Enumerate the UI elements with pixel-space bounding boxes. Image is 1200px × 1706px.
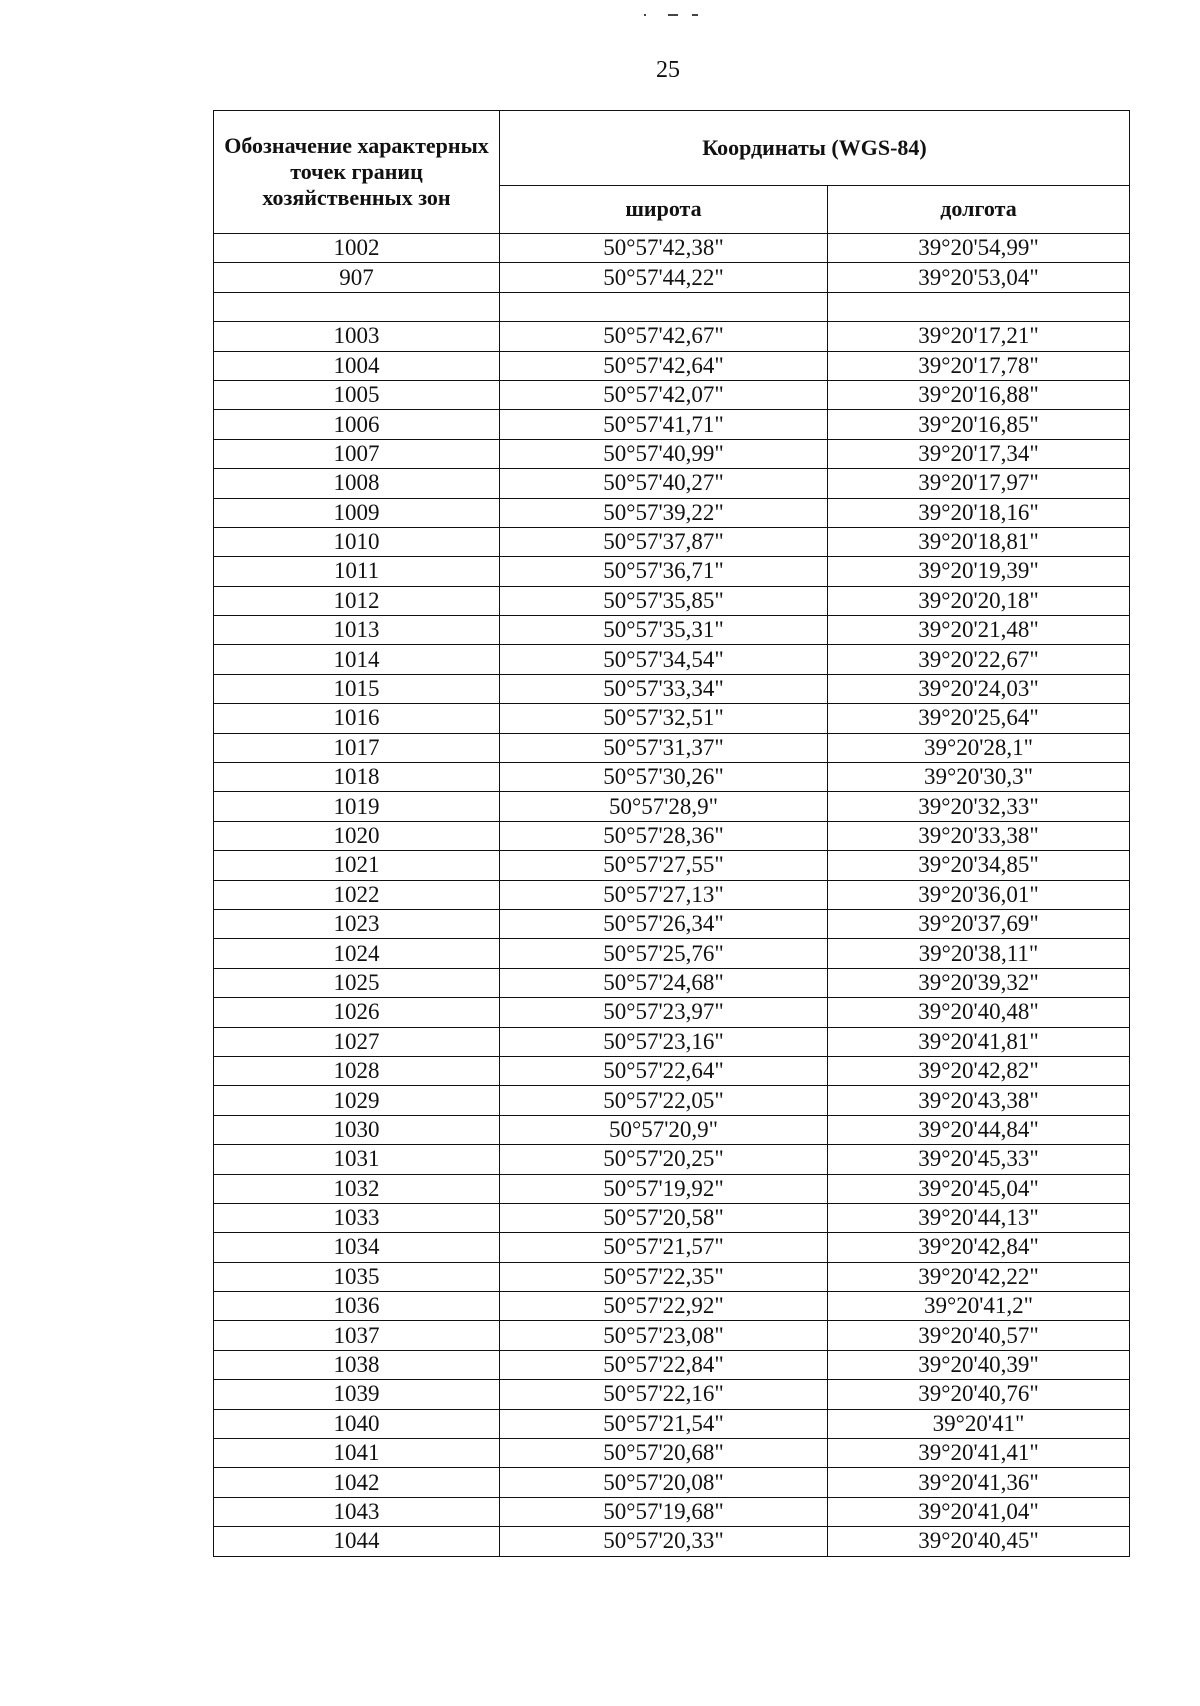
table-row [214, 1527, 1130, 1556]
cell-latitude: 50°57'35,85" [500, 586, 828, 615]
cell-latitude: 50°57'20,9" [500, 1115, 828, 1144]
cell-longitude: 39°20'30,3" [828, 763, 1130, 792]
table-row [214, 1086, 1130, 1115]
cell-point: 1011 [214, 557, 500, 586]
table-row [214, 527, 1130, 556]
cell-latitude: 50°57'26,34" [500, 909, 828, 938]
cell-longitude: 39°20'18,81" [828, 527, 1130, 556]
cell-longitude: 39°20'41,41" [828, 1439, 1130, 1468]
cell-longitude: 39°20'54,99" [828, 234, 1130, 263]
cell-latitude: 50°57'31,37" [500, 733, 828, 762]
cell-latitude: 50°57'22,64" [500, 1056, 828, 1085]
cell-longitude: 39°20'40,48" [828, 998, 1130, 1027]
cell-longitude: 39°20'43,38" [828, 1086, 1130, 1115]
cell-latitude: 50°57'42,64" [500, 351, 828, 380]
cell-point: 1028 [214, 1056, 500, 1085]
table-row [214, 1262, 1130, 1291]
cell-latitude: 50°57'22,05" [500, 1086, 828, 1115]
cell-latitude: 50°57'20,58" [500, 1203, 828, 1232]
cell-point: 1004 [214, 351, 500, 380]
table-row [214, 586, 1130, 615]
cell-point: 1030 [214, 1115, 500, 1144]
cell-longitude: 39°20'28,1" [828, 733, 1130, 762]
cell-latitude: 50°57'40,27" [500, 469, 828, 498]
cell-longitude: 39°20'33,38" [828, 821, 1130, 850]
cell-longitude: 39°20'32,33" [828, 792, 1130, 821]
cell-latitude: 50°57'22,35" [500, 1262, 828, 1291]
cell-latitude: 50°57'23,16" [500, 1027, 828, 1056]
table-row [214, 1321, 1130, 1350]
cell-longitude: 39°20'17,21" [828, 322, 1130, 351]
cell-point: 1014 [214, 645, 500, 674]
table-row [214, 410, 1130, 439]
cell-point: 1018 [214, 763, 500, 792]
cell-point: 1006 [214, 410, 500, 439]
cell-latitude: 50°57'23,97" [500, 998, 828, 1027]
table-row [214, 1292, 1130, 1321]
table-row [214, 821, 1130, 850]
table-row [214, 1439, 1130, 1468]
cell-latitude: 50°57'27,13" [500, 880, 828, 909]
cell-latitude: 50°57'22,16" [500, 1380, 828, 1409]
cell-latitude: 50°57'30,26" [500, 763, 828, 792]
table-row [214, 1115, 1130, 1144]
cell-point: 1035 [214, 1262, 500, 1291]
cell-longitude: 39°20'20,18" [828, 586, 1130, 615]
cell-latitude: 50°57'36,71" [500, 557, 828, 586]
cell-point: 1036 [214, 1292, 500, 1321]
cell-point: 1010 [214, 527, 500, 556]
table-row [214, 322, 1130, 351]
cell-longitude: 39°20'41,36" [828, 1468, 1130, 1497]
cell-longitude: 39°20'42,84" [828, 1233, 1130, 1262]
table-row [214, 234, 1130, 263]
cell-point: 1022 [214, 880, 500, 909]
cell-latitude: 50°57'25,76" [500, 939, 828, 968]
cell-longitude: 39°20'41,2" [828, 1292, 1130, 1321]
table-row [214, 380, 1130, 409]
cell-point: 1041 [214, 1439, 500, 1468]
cell-latitude: 50°57'19,68" [500, 1497, 828, 1526]
table-row [214, 763, 1130, 792]
cell-latitude: 50°57'20,33" [500, 1527, 828, 1556]
cell-latitude: 50°57'20,08" [500, 1468, 828, 1497]
cell-longitude [828, 292, 1130, 321]
cell-longitude: 39°20'42,22" [828, 1262, 1130, 1291]
cell-longitude: 39°20'40,76" [828, 1380, 1130, 1409]
cell-longitude: 39°20'41,81" [828, 1027, 1130, 1056]
table-row [214, 1145, 1130, 1174]
cell-point: 1033 [214, 1203, 500, 1232]
cell-point: 1027 [214, 1027, 500, 1056]
cell-longitude: 39°20'34,85" [828, 851, 1130, 880]
cell-longitude: 39°20'44,13" [828, 1203, 1130, 1232]
cell-point: 1023 [214, 909, 500, 938]
cell-point: 1017 [214, 733, 500, 762]
cell-point [214, 292, 500, 321]
table-row [214, 469, 1130, 498]
table-row [214, 292, 1130, 321]
table-row [214, 1380, 1130, 1409]
cell-longitude: 39°20'16,85" [828, 410, 1130, 439]
table-row [214, 998, 1130, 1027]
cell-latitude: 50°57'44,22" [500, 263, 828, 292]
cell-point: 1029 [214, 1086, 500, 1115]
cell-longitude: 39°20'17,97" [828, 469, 1130, 498]
cell-point: 1025 [214, 968, 500, 997]
table-row [214, 909, 1130, 938]
cell-latitude: 50°57'28,36" [500, 821, 828, 850]
cell-latitude: 50°57'42,38" [500, 234, 828, 263]
cell-longitude: 39°20'45,33" [828, 1145, 1130, 1174]
cell-point: 1034 [214, 1233, 500, 1262]
cell-point: 1002 [214, 234, 500, 263]
table-row [214, 1350, 1130, 1379]
table-row [214, 733, 1130, 762]
cell-latitude [500, 292, 828, 321]
cell-longitude: 39°20'38,11" [828, 939, 1130, 968]
cell-point: 1007 [214, 439, 500, 468]
cell-point: 1005 [214, 380, 500, 409]
table-row [214, 645, 1130, 674]
table-row [214, 1174, 1130, 1203]
cell-latitude: 50°57'24,68" [500, 968, 828, 997]
cell-latitude: 50°57'34,54" [500, 645, 828, 674]
cell-latitude: 50°57'20,68" [500, 1439, 828, 1468]
coordinates-table [213, 110, 1130, 1557]
cell-point: 1039 [214, 1380, 500, 1409]
cell-longitude: 39°20'53,04" [828, 263, 1130, 292]
cell-latitude: 50°57'33,34" [500, 674, 828, 703]
table-row [214, 439, 1130, 468]
table-row [214, 851, 1130, 880]
cell-longitude: 39°20'25,64" [828, 704, 1130, 733]
page-number-container [0, 52, 1200, 88]
cell-longitude: 39°20'41" [828, 1409, 1130, 1438]
table-row [214, 557, 1130, 586]
table-row [214, 1409, 1130, 1438]
table-header [214, 111, 1130, 234]
cell-latitude: 50°57'22,92" [500, 1292, 828, 1321]
table-row [214, 1203, 1130, 1232]
table-row [214, 616, 1130, 645]
cell-longitude: 39°20'18,16" [828, 498, 1130, 527]
cell-point: 907 [214, 263, 500, 292]
cell-point: 1015 [214, 674, 500, 703]
header-latitude: широта [500, 185, 828, 233]
cell-longitude: 39°20'17,34" [828, 439, 1130, 468]
cell-longitude: 39°20'45,04" [828, 1174, 1130, 1203]
cell-point: 1003 [214, 322, 500, 351]
cell-longitude: 39°20'16,88" [828, 380, 1130, 409]
table-row [214, 792, 1130, 821]
cell-latitude: 50°57'37,87" [500, 527, 828, 556]
cell-longitude: 39°20'37,69" [828, 909, 1130, 938]
table-row [214, 1497, 1130, 1526]
cell-latitude: 50°57'42,67" [500, 322, 828, 351]
cell-point: 1026 [214, 998, 500, 1027]
table-row [214, 880, 1130, 909]
cell-latitude: 50°57'42,07" [500, 380, 828, 409]
table-row [214, 351, 1130, 380]
scan-artifact [640, 10, 720, 20]
cell-point: 1031 [214, 1145, 500, 1174]
cell-point: 1037 [214, 1321, 500, 1350]
cell-point: 1032 [214, 1174, 500, 1203]
page-number: 25 [656, 57, 680, 83]
cell-latitude: 50°57'21,57" [500, 1233, 828, 1262]
cell-latitude: 50°57'32,51" [500, 704, 828, 733]
header-longitude: долгота [828, 185, 1130, 233]
table-row [214, 1233, 1130, 1262]
cell-latitude: 50°57'23,08" [500, 1321, 828, 1350]
header-designation: Обозначение характерных точек границ хозяйственных зон [214, 111, 500, 234]
cell-latitude: 50°57'19,92" [500, 1174, 828, 1203]
cell-longitude: 39°20'40,57" [828, 1321, 1130, 1350]
cell-latitude: 50°57'41,71" [500, 410, 828, 439]
cell-latitude: 50°57'22,84" [500, 1350, 828, 1379]
table-row [214, 1027, 1130, 1056]
cell-point: 1038 [214, 1350, 500, 1379]
table-row [214, 498, 1130, 527]
cell-longitude: 39°20'21,48" [828, 616, 1130, 645]
cell-latitude: 50°57'40,99" [500, 439, 828, 468]
cell-longitude: 39°20'24,03" [828, 674, 1130, 703]
cell-longitude: 39°20'22,67" [828, 645, 1130, 674]
cell-point: 1040 [214, 1409, 500, 1438]
cell-point: 1016 [214, 704, 500, 733]
cell-longitude: 39°20'44,84" [828, 1115, 1130, 1144]
cell-point: 1044 [214, 1527, 500, 1556]
table-row [214, 263, 1130, 292]
cell-latitude: 50°57'39,22" [500, 498, 828, 527]
table-row [214, 1056, 1130, 1085]
cell-point: 1008 [214, 469, 500, 498]
cell-longitude: 39°20'40,45" [828, 1527, 1130, 1556]
table-row [214, 674, 1130, 703]
table-row [214, 1468, 1130, 1497]
table-row [214, 968, 1130, 997]
cell-point: 1019 [214, 792, 500, 821]
cell-latitude: 50°57'28,9" [500, 792, 828, 821]
cell-longitude: 39°20'19,39" [828, 557, 1130, 586]
cell-longitude: 39°20'39,32" [828, 968, 1130, 997]
cell-point: 1021 [214, 851, 500, 880]
cell-point: 1012 [214, 586, 500, 615]
cell-longitude: 39°20'17,78" [828, 351, 1130, 380]
cell-latitude: 50°57'27,55" [500, 851, 828, 880]
cell-point: 1042 [214, 1468, 500, 1497]
cell-longitude: 39°20'40,39" [828, 1350, 1130, 1379]
cell-longitude: 39°20'42,82" [828, 1056, 1130, 1085]
cell-point: 1043 [214, 1497, 500, 1526]
cell-latitude: 50°57'35,31" [500, 616, 828, 645]
cell-latitude: 50°57'20,25" [500, 1145, 828, 1174]
table-row [214, 704, 1130, 733]
cell-longitude: 39°20'41,04" [828, 1497, 1130, 1526]
cell-point: 1020 [214, 821, 500, 850]
cell-point: 1024 [214, 939, 500, 968]
cell-point: 1009 [214, 498, 500, 527]
cell-point: 1013 [214, 616, 500, 645]
cell-latitude: 50°57'21,54" [500, 1409, 828, 1438]
header-coordinates: Координаты (WGS-84) [500, 111, 1130, 186]
table-row [214, 939, 1130, 968]
table-body [214, 234, 1130, 1557]
cell-longitude: 39°20'36,01" [828, 880, 1130, 909]
